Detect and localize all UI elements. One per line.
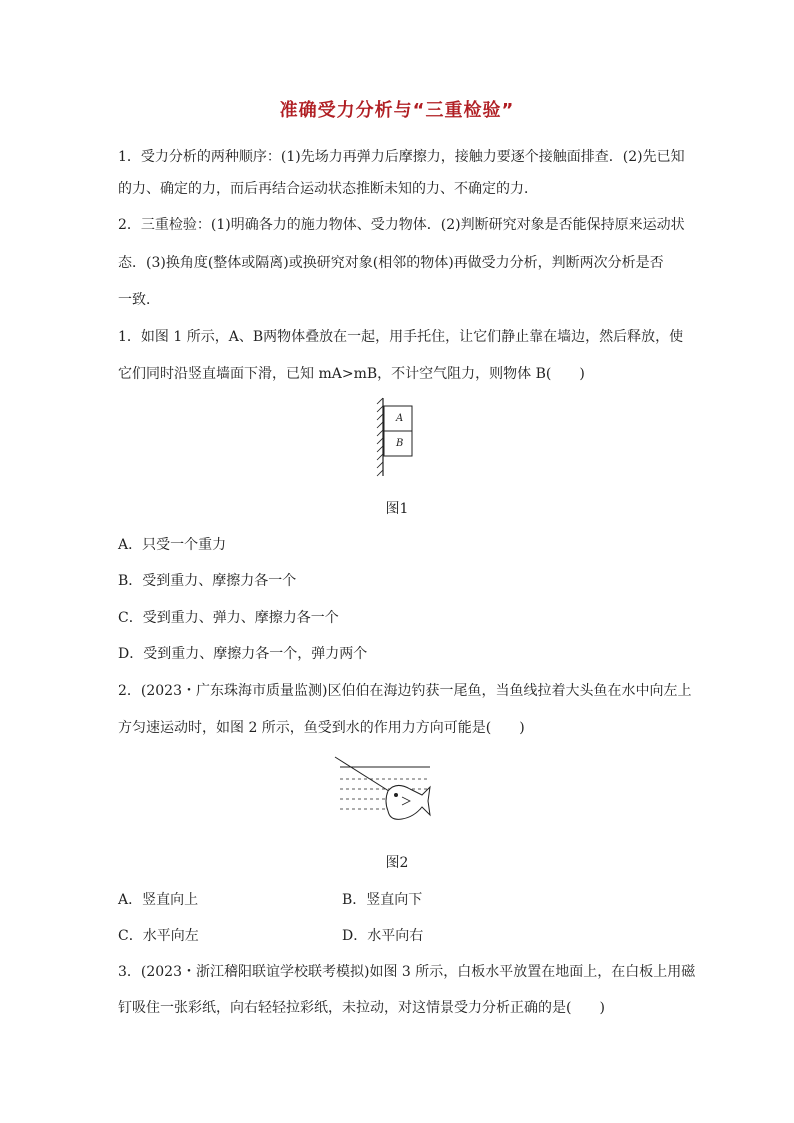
q1-option-d: D．受到重力、摩擦力各一个，弹力两个 [118,646,368,662]
q2-option-a: A．竖直向上 [118,892,199,908]
q3-line-2: 钉吸住一张彩纸，向右轻轻拉彩纸，未拉动，对这情景受力分析正确的是( ) [118,1000,605,1016]
intro-line-3: 2．三重检验：(1)明确各力的施力物体、受力物体．(2)判断研究对象是否能保持原来运动状 [118,217,685,233]
q3-line-1: 3．(2023・浙江稽阳联谊学校联考模拟)如图 3 所示，白板水平放置在地面上，在白板上用磁 [118,964,696,980]
figure-1-blocks-on-wall [374,396,416,478]
figure-2-caption: 图2 [385,855,409,871]
block-b-label: B [396,438,404,449]
q1-line-1: 1．如图 1 所示，A、B两物体叠放在一起，用手托住，让它们静止靠在墙边，然后释放，使 [118,329,684,345]
intro-line-1: 1．受力分析的两种顺序：(1)先场力再弹力后摩擦力，接触力要逐个接触面排查．(2)先已知 [118,149,685,165]
q1-option-b: B．受到重力、摩擦力各一个 [118,573,297,589]
page-title: 准确受力分析与“三重检验” [279,100,515,121]
intro-line-4: 态．(3)换角度(整体或隔离)或换研究对象(相邻的物体)再做受力分析，判断两次分析是否 [118,255,664,271]
q2-option-b: B．竖直向下 [342,892,423,908]
q2-line-1: 2．(2023・广东珠海市质量监测)区伯伯在海边钓获一尾鱼，当鱼线拉着大头鱼在水中向左上 [118,683,692,699]
q1-option-c: C．受到重力、弹力、摩擦力各一个 [118,610,339,626]
intro-line-2: 的力、确定的力，而后再结合运动状态推断未知的力、不确定的力． [118,181,538,197]
intro-line-5: 一致． [118,292,160,308]
q1-line-2: 它们同时沿竖直墙面下滑，已知 mA>mB，不计空气阻力，则物体 B( ) [118,366,585,382]
q2-option-c: C．水平向左 [118,928,199,944]
figure-1-caption: 图1 [385,501,409,517]
figure-2-fish-in-water [330,755,434,829]
q2-line-2: 方匀速运动时，如图 2 所示，鱼受到水的作用力方向可能是( ) [118,720,525,736]
q2-option-d: D．水平向右 [342,928,424,944]
q1-option-a: A．只受一个重力 [118,537,227,553]
block-a-label: A [396,413,404,424]
